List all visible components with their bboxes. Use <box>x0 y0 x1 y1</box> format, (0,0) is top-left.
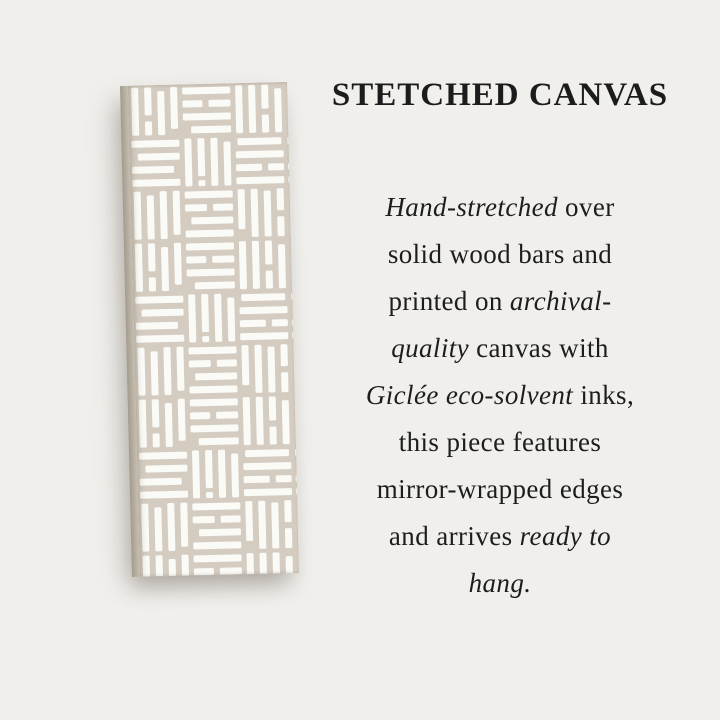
product-info-panel <box>316 76 684 607</box>
description-line: hang. <box>468 568 532 598</box>
canvas-artwork <box>120 82 299 577</box>
description-line: Hand-stretched over <box>385 192 615 222</box>
basketweave-pattern-svg <box>128 82 299 577</box>
description-line: quality canvas with <box>391 333 609 363</box>
description-line: and arrives ready to <box>388 521 612 551</box>
description-line: this piece features <box>398 427 602 457</box>
product-description <box>316 184 684 607</box>
description-line: Giclée eco-solvent inks, <box>365 380 635 410</box>
description-line: printed on archival- <box>388 286 612 316</box>
canvas-front-face <box>128 82 299 577</box>
page-title: STETCHED CANVAS <box>331 77 669 113</box>
description-line: solid wood bars and <box>387 239 613 269</box>
description-line: mirror-wrapped edges <box>376 474 624 504</box>
